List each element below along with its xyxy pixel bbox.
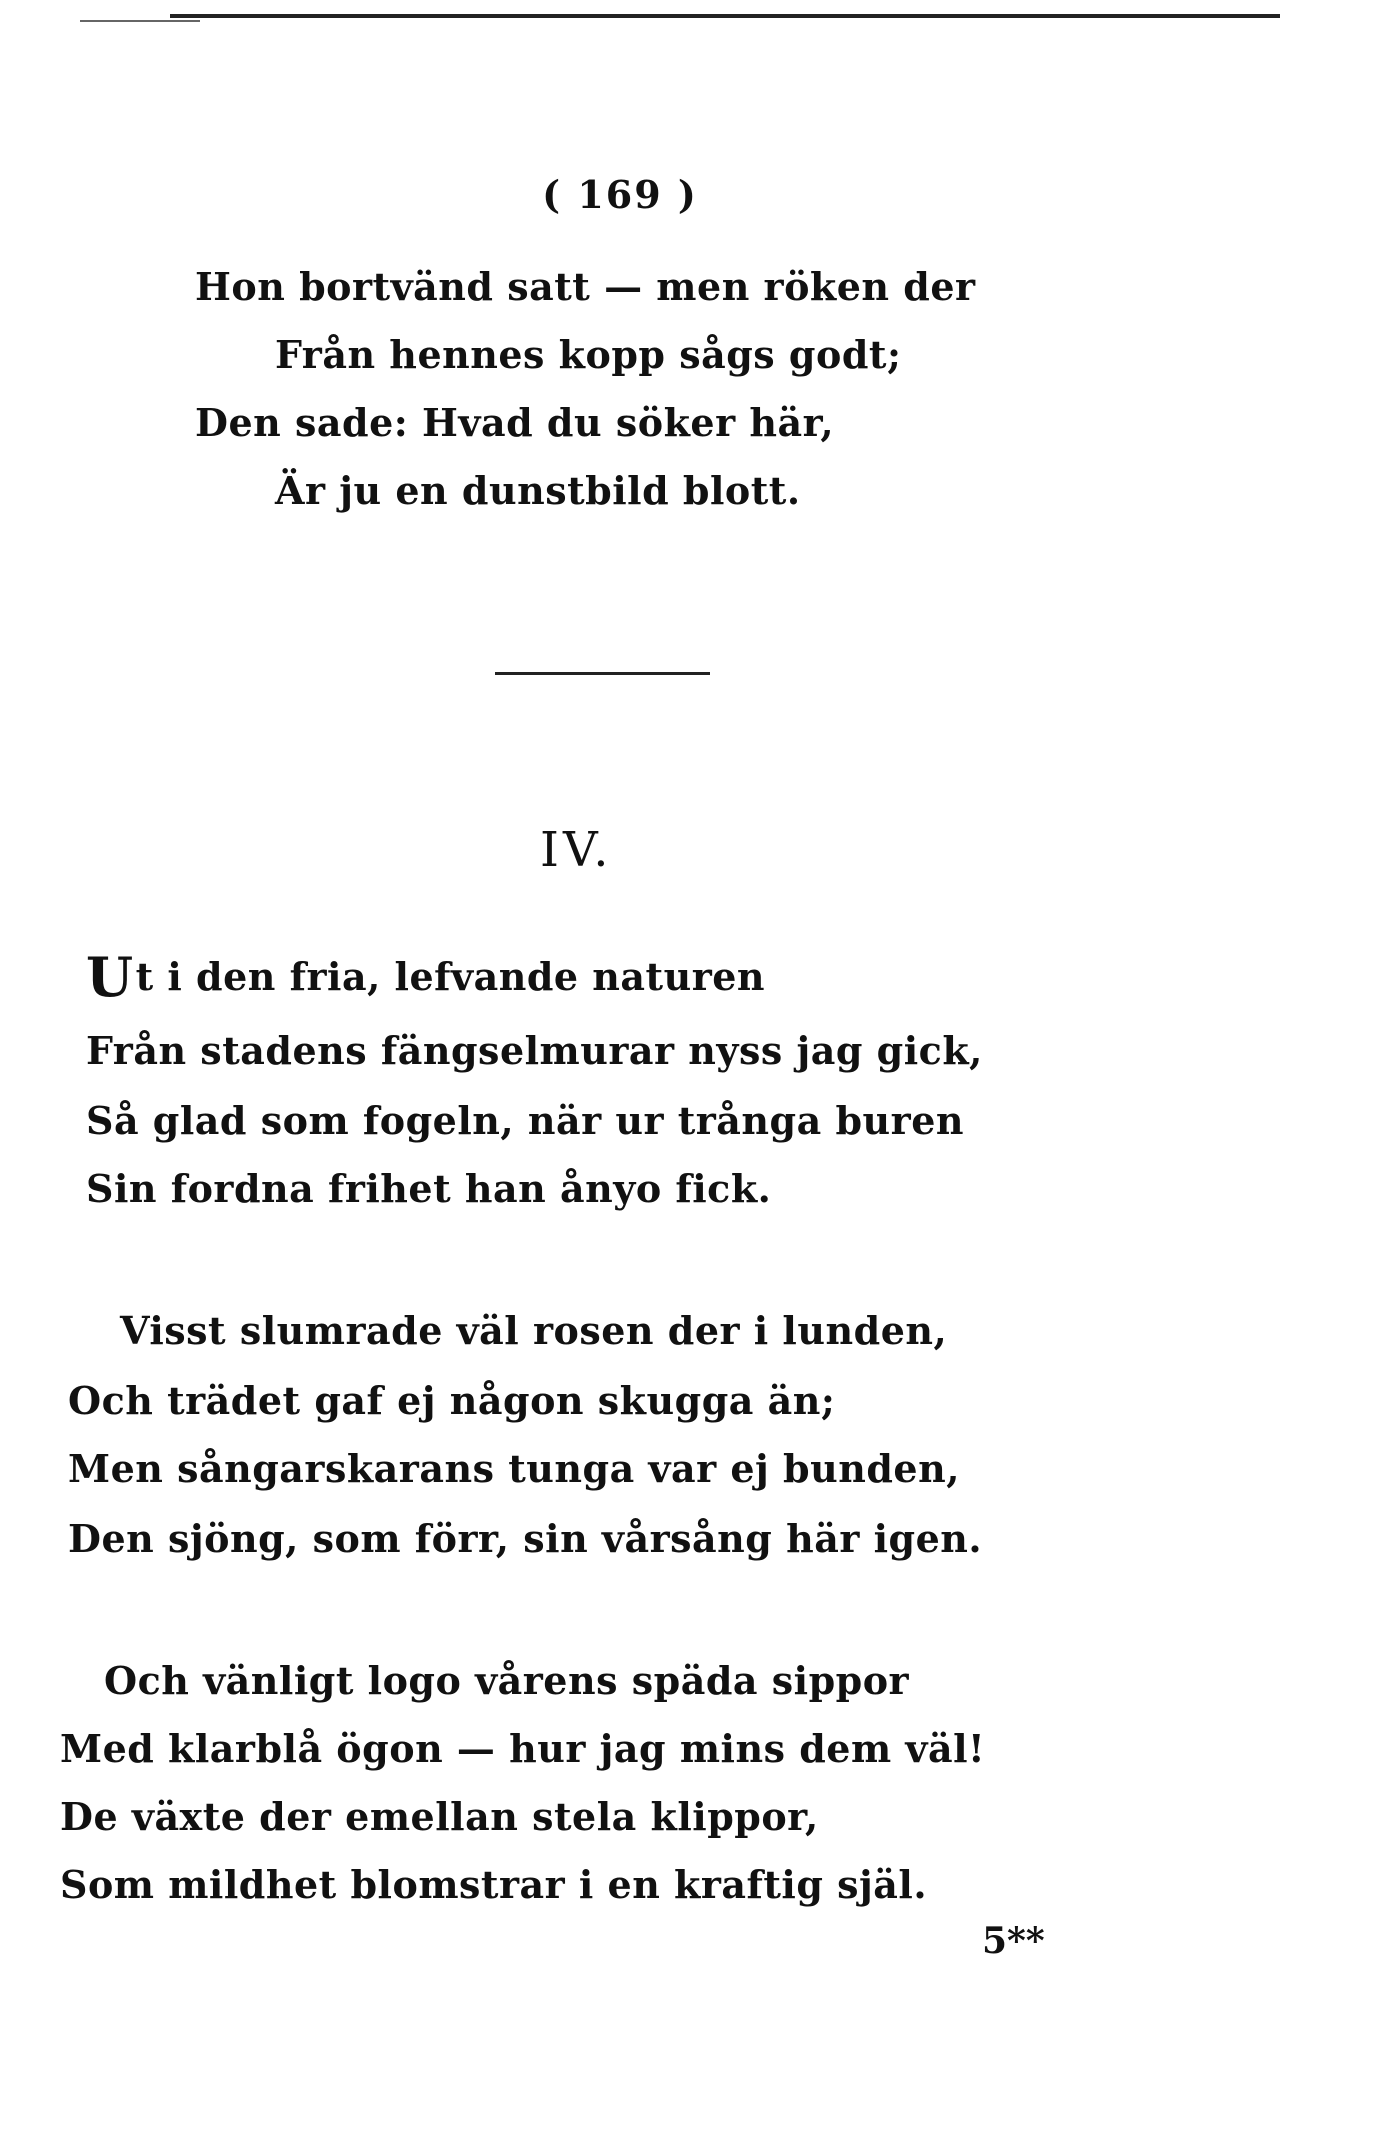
stanza-4-line-1: Och vänligt logo vårens späda sippor — [104, 1658, 910, 1703]
stanza-4-line-2: Med klarblå ögon — hur jag mins dem väl! — [60, 1726, 986, 1771]
top-edge-mark — [80, 20, 200, 22]
stanza-1-line-3: Den sade: Hvad du söker här, — [195, 400, 835, 445]
stanza-4-line-4: Som mildhet blomstrar i en kraftig själ. — [60, 1862, 928, 1907]
stanza-3-line-4: Den sjöng, som förr, sin vårsång här igen. — [68, 1516, 983, 1561]
page-number: ( 169 ) — [542, 172, 698, 217]
section-divider — [495, 672, 710, 675]
stanza-2-line-1-text: t i den fria, lefvande naturen — [135, 954, 766, 999]
stanza-1-line-1: Hon bortvänd satt — men röken der — [195, 264, 976, 309]
stanza-3-line-1: Visst slumrade väl rosen der i lunden, — [120, 1308, 948, 1353]
signature-mark: 5** — [982, 1920, 1045, 1962]
stanza-1-line-4: Är ju en dunstbild blott. — [275, 468, 801, 513]
stanza-4-line-3: De växte der emellan stela klippor, — [60, 1794, 819, 1839]
stanza-2-line-1 — [86, 945, 766, 1009]
stanza-2-line-4: Sin fordna frihet han ånyo fick. — [86, 1166, 772, 1211]
stanza-2-line-2: Från stadens fängselmurar nyss jag gick, — [86, 1028, 983, 1073]
section-heading: IV. — [540, 822, 613, 878]
stanza-2-line-3: Så glad som fogeln, när ur trånga buren — [86, 1098, 965, 1143]
top-edge-rule — [170, 14, 1280, 18]
drop-cap: U — [86, 945, 134, 1009]
stanza-3-line-2: Och trädet gaf ej någon skugga än; — [68, 1378, 836, 1423]
stanza-3-line-3: Men sångarskarans tunga var ej bunden, — [68, 1446, 960, 1491]
stanza-1-line-2: Från hennes kopp sågs godt; — [275, 332, 902, 377]
